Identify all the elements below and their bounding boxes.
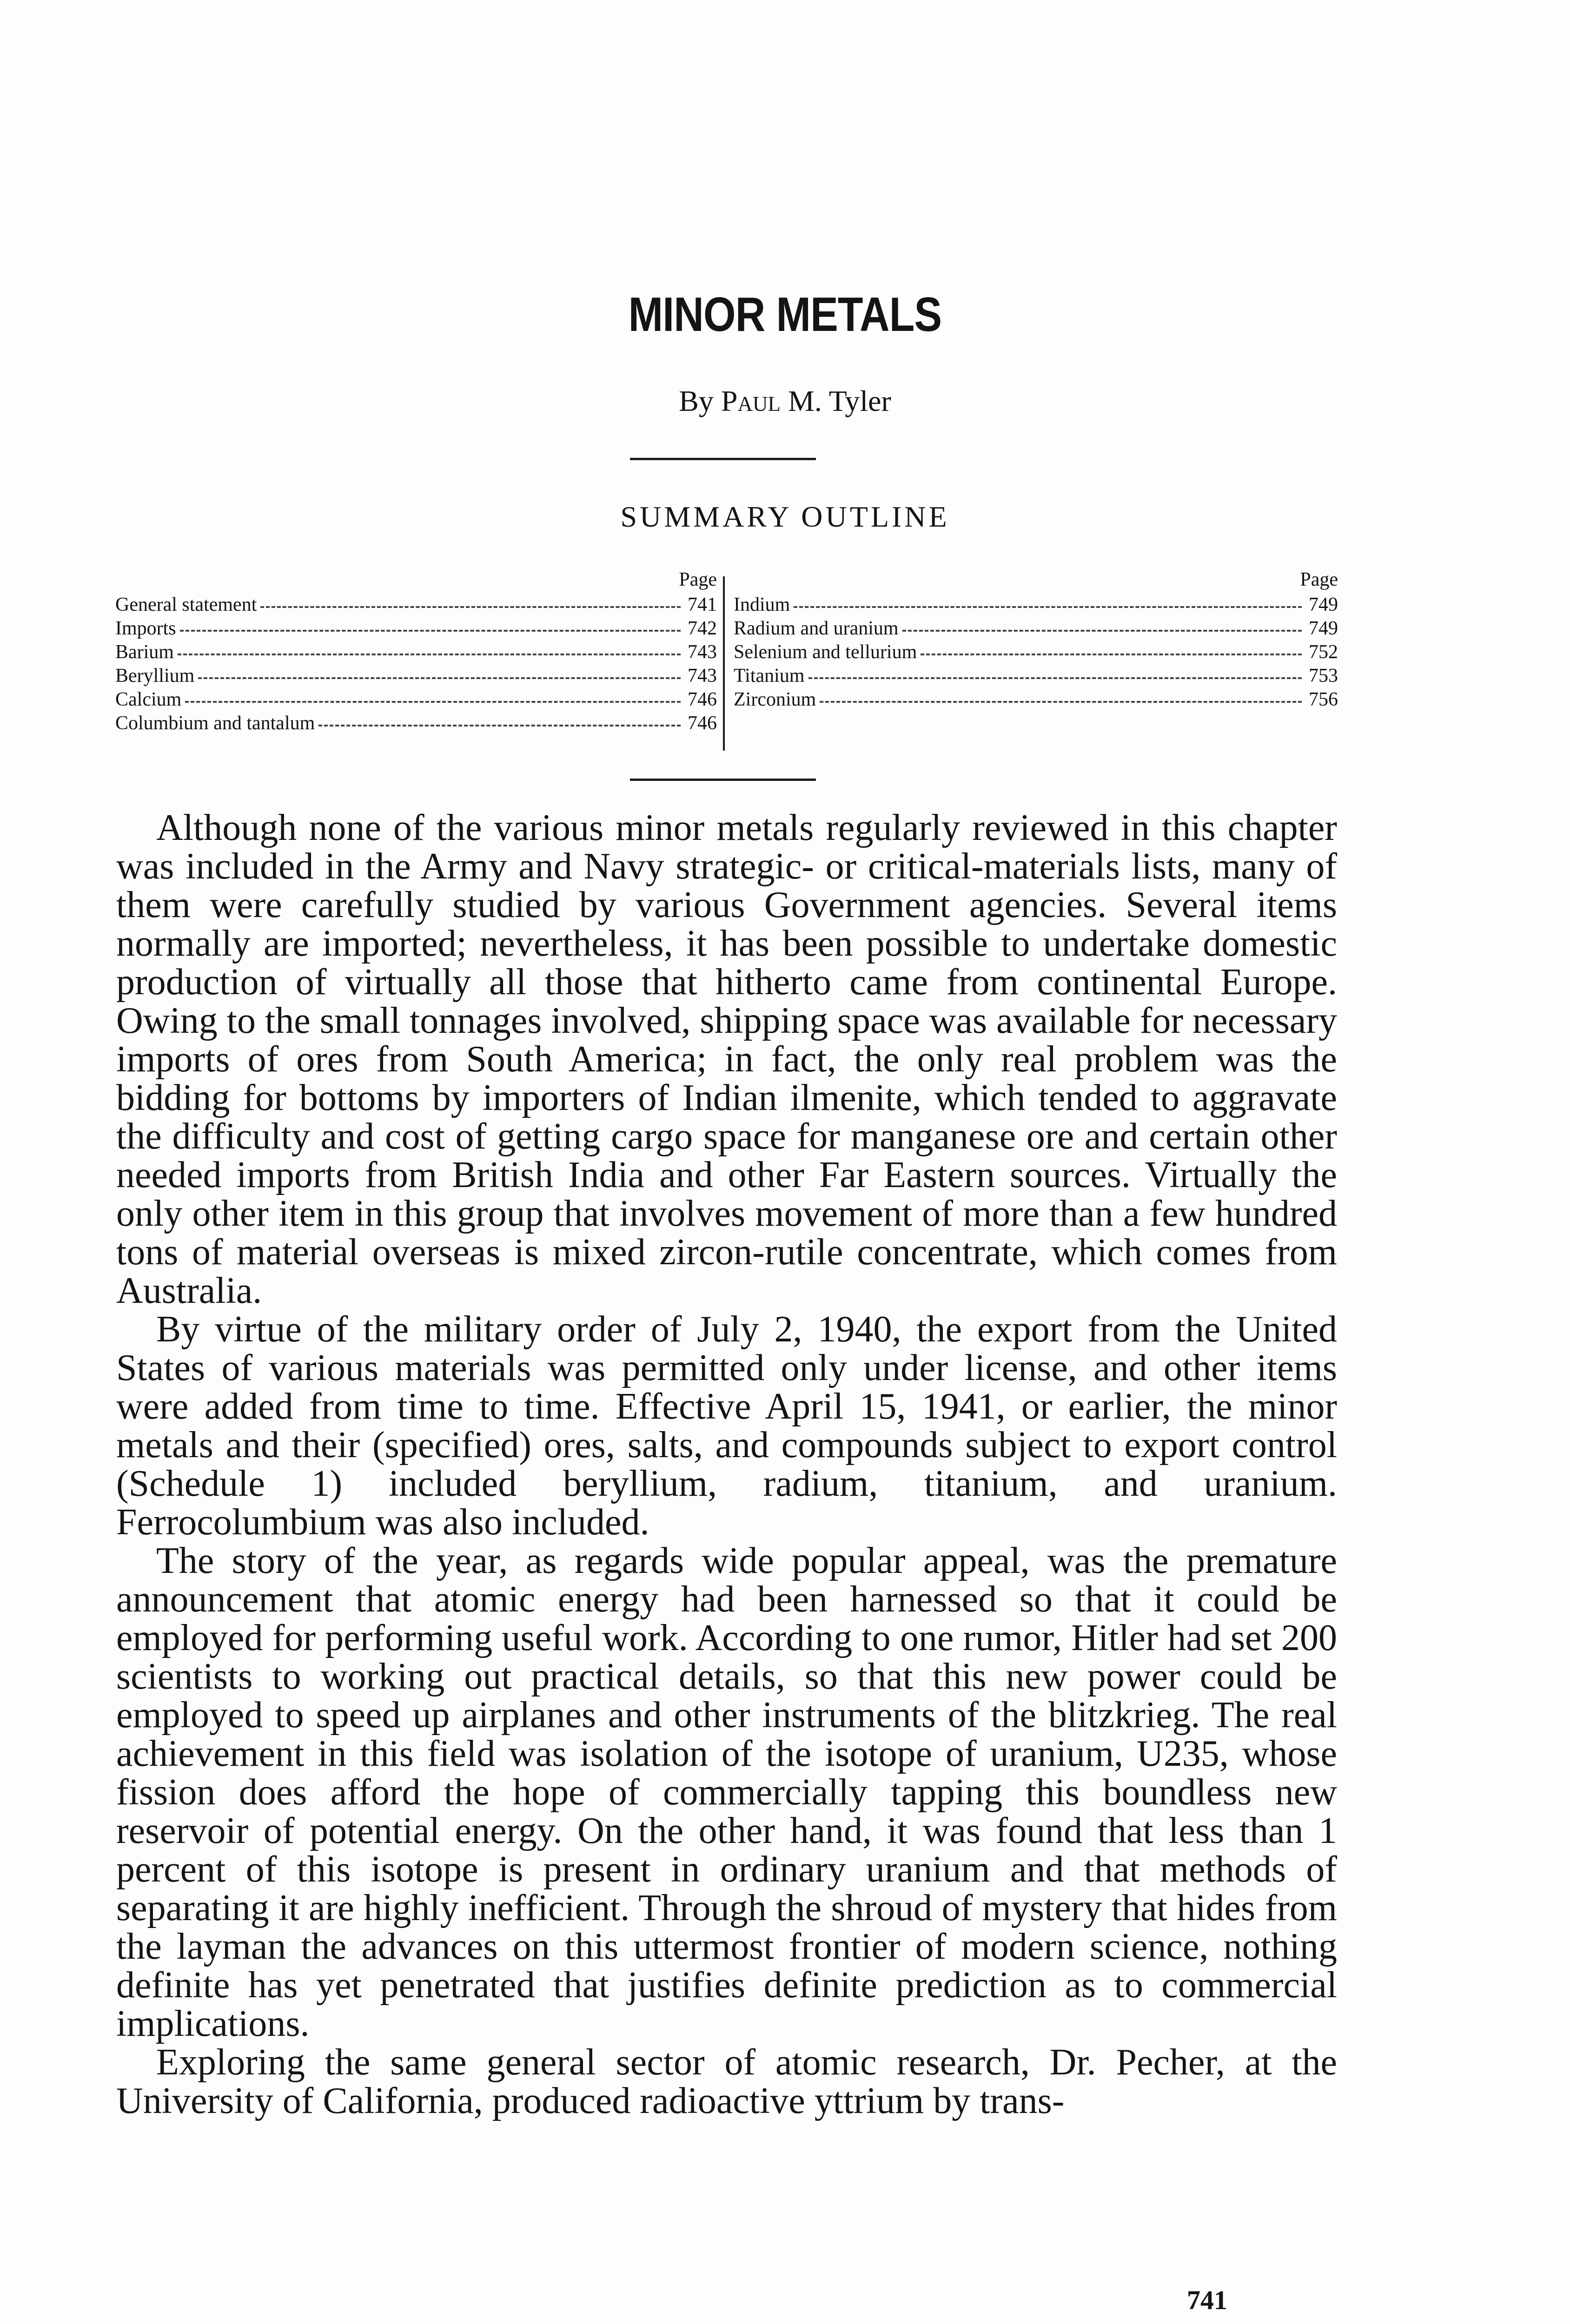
dot-leader [178,654,681,655]
outline-entry-label: Calcium [115,689,182,710]
outline-entry-label: Imports [115,618,176,639]
dot-leader [902,630,1302,632]
dot-leader [318,725,681,726]
page-column-label: Page [1300,569,1338,590]
byline-prefix: By [679,384,714,417]
outline-entry-page: 752 [1309,641,1338,663]
paragraph: The story of the year, as regards wide popular appeal, was the premature announcement that atomic energy had been harnessed so that it could be employed for performing useful work. According to one rumor, Hitler had set 200 scientists to working out practical details, so that this new power could be employed to speed up airplanes and other instruments of the blitzkrieg. The real achievement in this field was isolation of the isotope of uranium, U235, whose fission does afford the hope of commercially tapping this boundless new reservoir of potential energy. On the other hand, it was found that less than 1 percent of this isotope is present in ordinary uranium and that methods of separating it are highly inefficient. Through the shroud of mystery that hides from the layman the advances on this uttermost frontier of modern science, nothing definite has yet penetrated that justifies definite prediction as to commercial implications. [116,1540,1337,2044]
dot-leader [794,606,1302,608]
chapter-title: MINOR METALS [628,288,942,342]
outline-right-column [734,566,1338,712]
outline-entry-page: 749 [1309,594,1338,615]
dot-leader [820,701,1302,703]
paragraph: Exploring the same general sector of atomic research, Dr. Pecher, at the University of California, produced radioactive yttrium by trans- [116,2042,1337,2121]
outline-entry [734,617,1338,640]
outline-entry [734,640,1338,664]
page-column-label: Page [679,569,717,590]
outline-entry [115,617,717,640]
outline-entry-label: Radium and uranium [734,618,899,639]
outline-entry-label: Beryllium [115,665,195,687]
paragraph: By virtue of the military order of July 2, 1940, the export from the United States of various materials was permitted only under license, and other items were added from time to time. Effective April 15, 1941, or earlier, the minor metals and their (specified) ores, salts, and compounds subject to export control (Schedule 1) included beryllium, radium, titanium, and uranium. Ferrocolumbium was also included. [116,1309,1337,1543]
outline-entry [734,688,1338,712]
outline-entry-page: 742 [688,618,717,639]
outline-entry-label: Barium [115,641,174,663]
divider-rule-bottom [630,779,816,781]
outline-entry [115,712,717,735]
outline-entry-page: 741 [688,594,717,615]
outline-entry-page: 746 [688,689,717,710]
outline-entry-label: General statement [115,594,257,615]
outline-entry-page: 743 [688,641,717,663]
dot-leader [198,677,681,679]
dot-leader [808,677,1302,679]
dot-leader [185,701,681,703]
outline-column-divider [723,576,725,751]
author-byline [0,384,1570,418]
outline-entry [115,640,717,664]
dot-leader [180,630,681,632]
outline-entry-page: 746 [688,713,717,734]
outline-entry-label: Zirconium [734,689,816,710]
outline-entry-page: 753 [1309,665,1338,687]
outline-entry [734,664,1338,688]
outline-entry-label: Indium [734,594,790,615]
paragraph: Although none of the various minor metals regularly reviewed in this chapter was included in the Army and Navy strategic- or critical-materials lists, many of them were carefully studied by various Government agencies. Several items normally are imported; nevertheless, it has been possible to undertake domestic production of virtually all those that hitherto came from continental Europe. Owing to the small tonnages involved, shipping space was available for necessary imports of ores from South America; in fact, the only real problem was the bidding for bottoms by importers of Indian ilmenite, which tended to aggravate the difficulty and cost of getting cargo space for manganese ore and certain other needed imports from British India and other Far Eastern sources. Virtually the only other item in this group that involves movement of more than a few hundred tons of material overseas is mixed zircon-rutile concentrate, which comes from Australia. [116,807,1337,1311]
outline-entry [115,593,717,617]
page-number: 741 [1187,2285,1227,2315]
dot-leader [260,606,681,608]
author-first-name: Paul [721,384,781,417]
outline-left-column [115,566,717,735]
divider-rule-top [630,458,816,460]
outline-entry [115,688,717,712]
outline-entry-label: Titanium [734,665,805,687]
outline-entry [115,664,717,688]
summary-outline-heading: SUMMARY OUTLINE [620,500,950,533]
dot-leader [921,654,1302,655]
outline-entry-label: Columbium and tantalum [115,713,315,734]
outline-entry-page: 749 [1309,618,1338,639]
author-rest-name: M. Tyler [788,384,891,417]
outline-entry [734,593,1338,617]
body-text [116,809,1337,2120]
outline-entry-page: 743 [688,665,717,687]
outline-entry-page: 756 [1309,689,1338,710]
outline-entry-label: Selenium and tellurium [734,641,917,663]
